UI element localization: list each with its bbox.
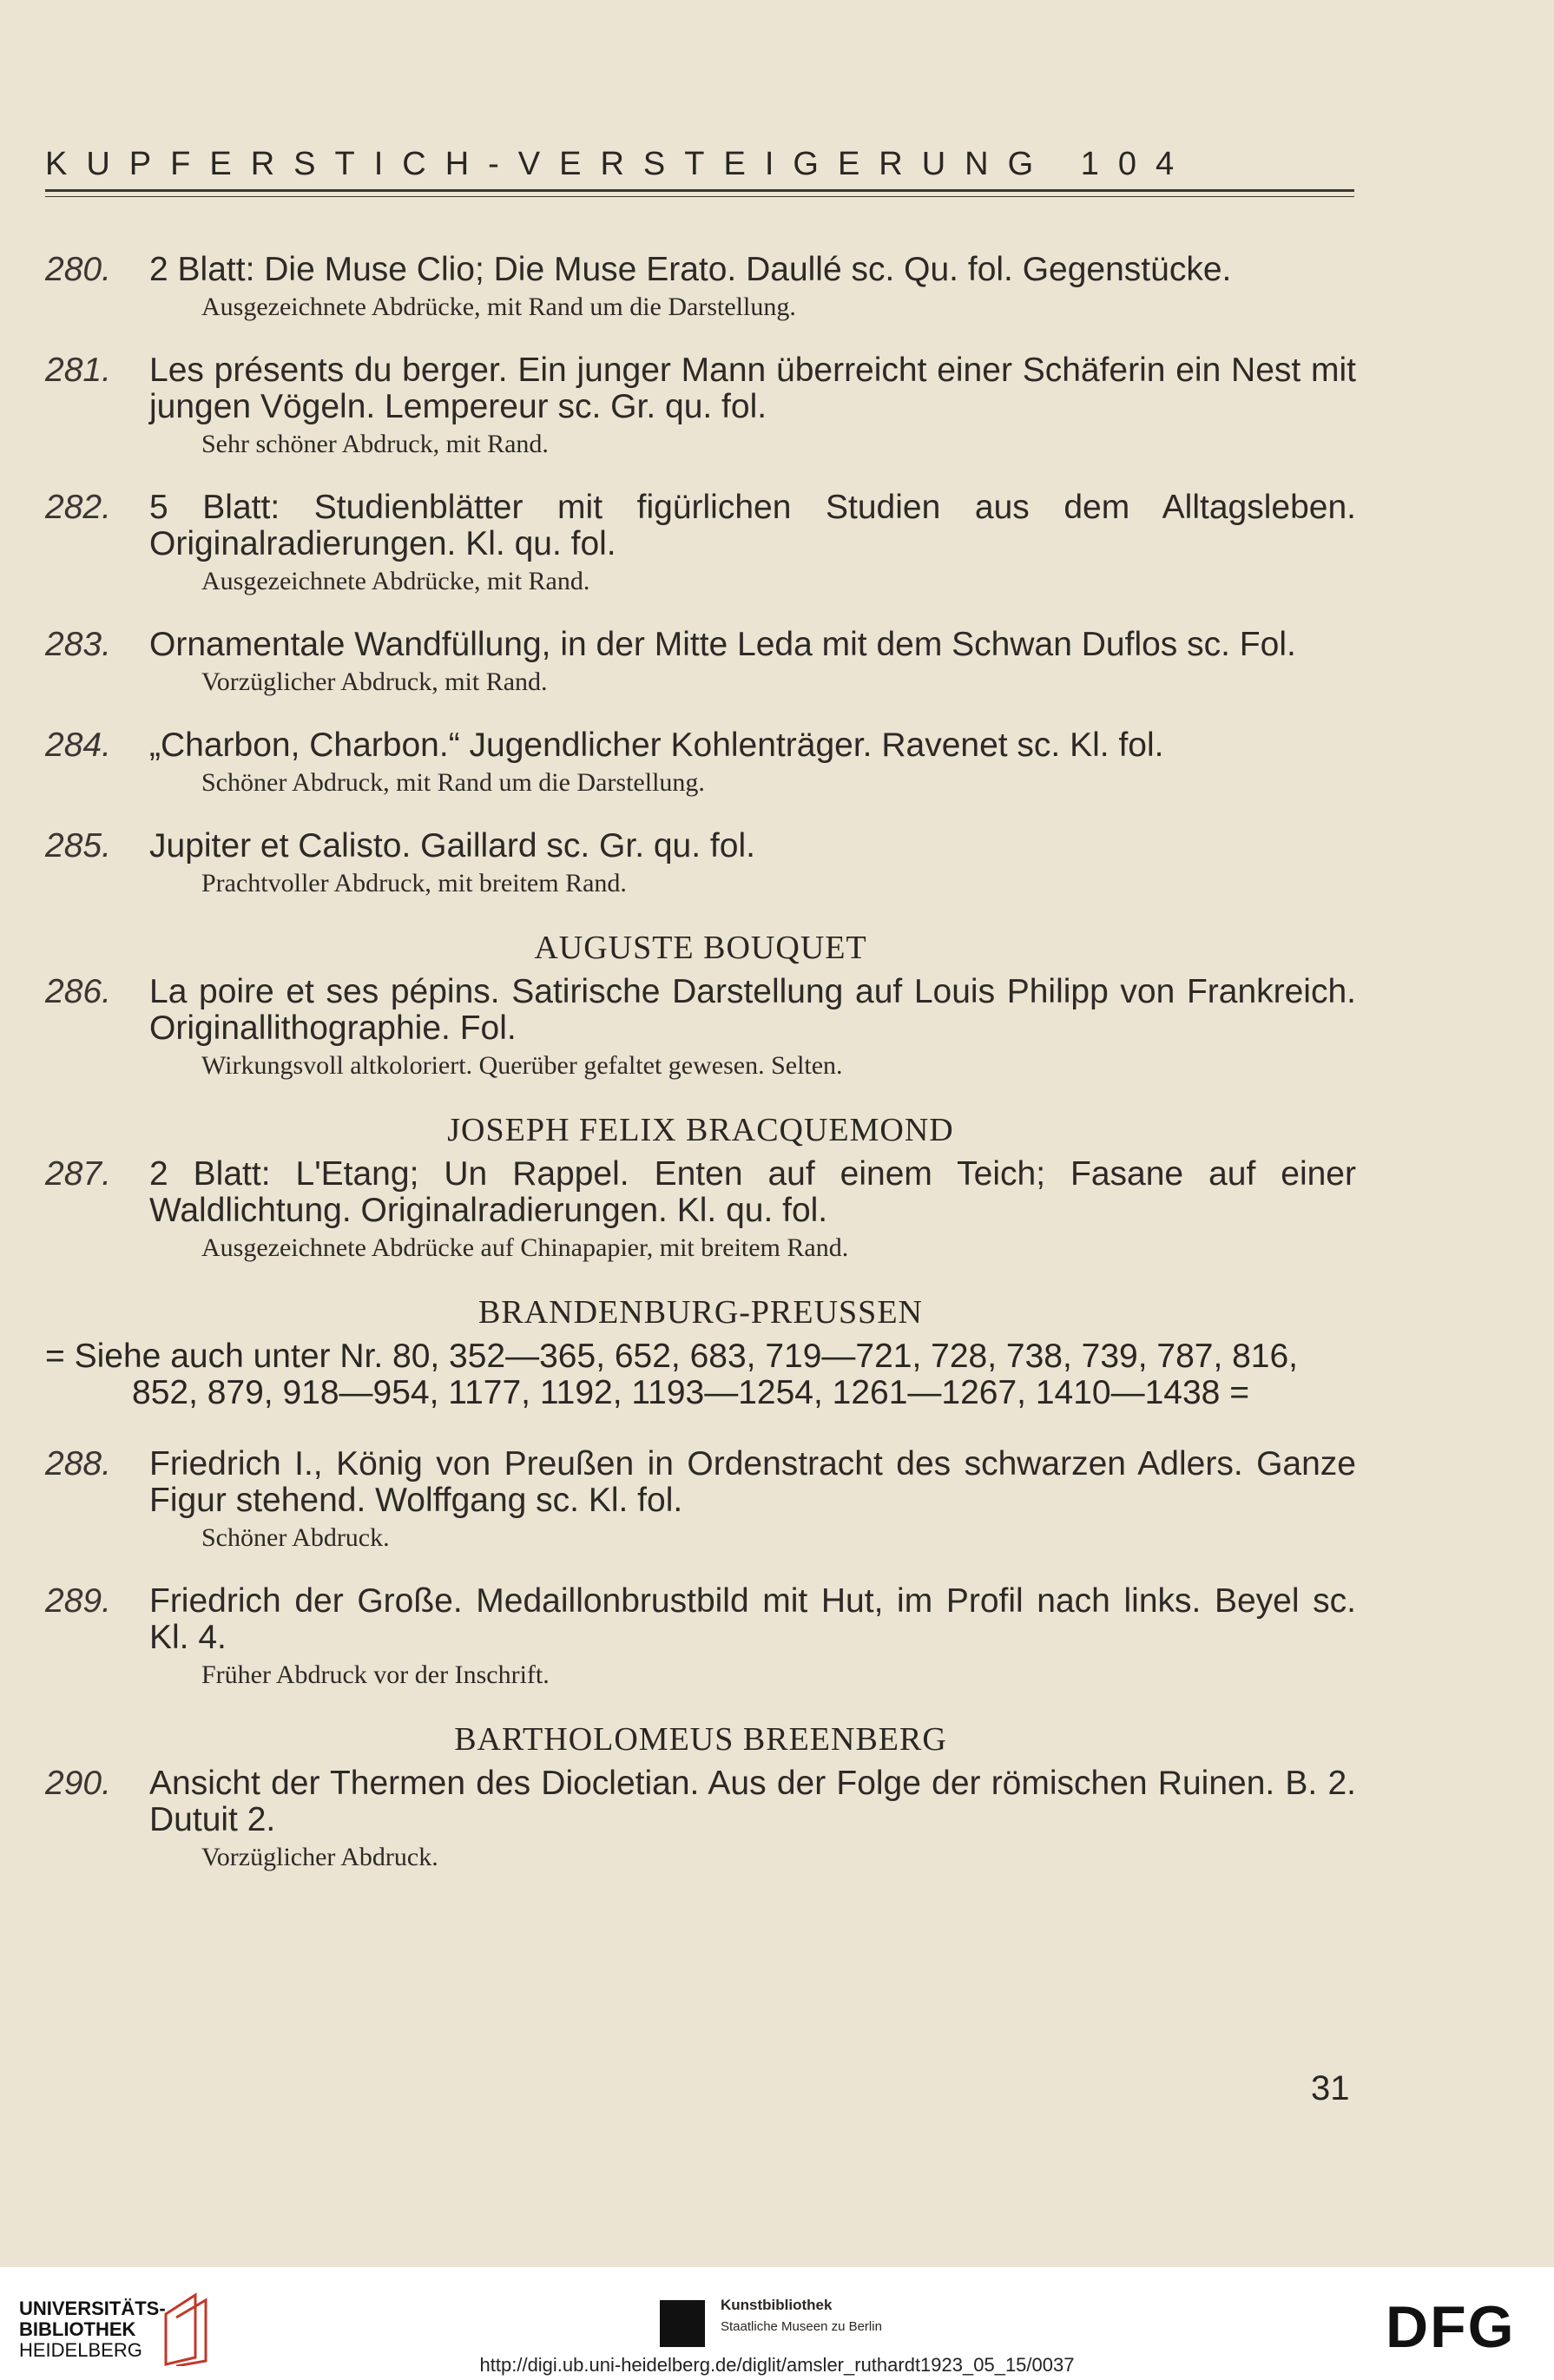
cross-reference-line: 852, 879, 918—954, 1177, 1192, 1193—1254, 1261—1267, 1410—1438 = [132,1374,1249,1411]
artist-heading: JOSEPH FELIX BRACQUEMOND [447,1112,954,1148]
catalog-entry [45,627,1356,698]
entry-number: 282. [45,489,111,526]
entry-number: 287. [45,1155,111,1193]
entry-text: 2 Blatt: L'Etang; Un Rappel. Enten auf einem Teich; Fasane auf einer Waldlichtung. Originalradierungen. Kl. qu. fol. [149,1155,1356,1229]
ub-logo-line: UNIVERSITÄTS- [19,2298,166,2319]
entry-number: 281. [45,352,111,389]
kb-mark-icon [660,2300,705,2347]
catalog-entry [45,1446,1356,1554]
permalink-url[interactable]: http://digi.ub.uni-heidelberg.de/diglit/amsler_ruthardt1923_05_15/0037 [479,2354,1075,2376]
header-rule-thick [45,189,1354,192]
entry-note: Ausgezeichnete Abdrücke, mit Rand. [201,567,590,595]
entry-note: Schöner Abdruck, mit Rand um die Darstellung. [201,768,705,797]
catalog-content [45,252,1356,1903]
artist-heading: BARTHOLOMEUS BREENBERG [454,1721,947,1758]
cross-reference [45,1338,1356,1411]
entry-number: 280. [45,251,111,288]
entry-text: Jupiter et Calisto. Gaillard sc. Gr. qu. fol. [149,827,755,865]
catalog-entry [45,828,1356,899]
entry-number: 290. [45,1765,111,1802]
entry-text: Ornamentale Wandfüllung, in der Mitte Leda mit dem Schwan Duflos sc. Fol. [149,626,1296,663]
ub-logo-line: HEIDELBERG [19,2339,142,2361]
entry-number: 288. [45,1445,111,1483]
cross-reference-line: = Siehe auch unter Nr. 80, 352—365, 652, 683, 719—721, 728, 738, 739, 787, 816, [45,1338,1299,1375]
catalog-entry [45,974,1356,1082]
catalog-entry [45,490,1356,597]
university-library-logo[interactable] [19,2298,166,2361]
entry-number: 283. [45,626,111,663]
entry-number: 284. [45,726,111,764]
entry-number: 286. [45,973,111,1010]
entry-text: 5 Blatt: Studienblätter mit figürlichen Studien aus dem Alltagsleben. Originalradierungen. Kl. qu. fol. [149,489,1356,562]
catalog-entry [45,1156,1356,1264]
entry-text: Ansicht der Thermen des Diocletian. Aus der Folge der römischen Ruinen. B. 2. Dutuit 2. [149,1765,1356,1838]
artist-heading: AUGUSTE BOUQUET [534,930,867,966]
entry-note: Vorzüglicher Abdruck, mit Rand. [201,667,548,696]
entry-note: Wirkungsvoll altkoloriert. Querüber gefaltet gewesen. Selten. [201,1051,843,1080]
catalog-entry [45,727,1356,799]
catalog-entry [45,1765,1356,1873]
entry-text: „Charbon, Charbon.“ Jugendlicher Kohlenträger. Ravenet sc. Kl. fol. [149,726,1164,764]
entry-number: 285. [45,827,111,865]
entry-note: Schöner Abdruck. [201,1523,390,1552]
dfg-logo[interactable]: DFG [1386,2294,1516,2360]
entry-text: 2 Blatt: Die Muse Clio; Die Muse Erato. Daullé sc. Qu. fol. Gegenstücke. [149,251,1232,288]
entry-note: Ausgezeichnete Abdrücke, mit Rand um die Darstellung. [201,293,796,321]
ub-logo-line: BIBLIOTHEK [19,2318,136,2340]
entry-note: Ausgezeichnete Abdrücke auf Chinapapier, mit breitem Rand. [201,1233,849,1262]
page-number: 31 [1311,2069,1350,2107]
entry-note: Prachtvoller Abdruck, mit breitem Rand. [201,869,627,897]
entry-note: Vorzüglicher Abdruck. [201,1843,438,1871]
entry-number: 289. [45,1582,111,1620]
digitization-footer [0,2267,1554,2380]
catalog-entry [45,252,1356,323]
catalog-entry [45,352,1356,460]
entry-note: Sehr schöner Abdruck, mit Rand. [201,430,549,458]
section-heading: BRANDENBURG-PREUSSEN [478,1294,923,1331]
header-rule-thin [45,196,1354,197]
entry-text: La poire et ses pépins. Satirische Darstellung auf Louis Philipp von Frankreich. Originallithographie. Fol. [149,973,1356,1047]
kb-name: Kunstbibliothek [721,2297,833,2313]
kb-subtitle: Staatliche Museen zu Berlin [721,2319,882,2334]
entry-text: Friedrich I., König von Preußen in Ordenstracht des schwarzen Adlers. Ganze Figur stehend. Wolffgang sc. Kl. fol. [149,1445,1356,1519]
running-header: KUPFERSTICH-VERSTEIGERUNG 104 [45,146,1194,182]
entry-text: Les présents du berger. Ein junger Mann überreicht einer Schäferin ein Nest mit jungen Vögeln. Lempereur sc. Gr. qu. fol. [149,352,1356,425]
entry-note: Früher Abdruck vor der Inschrift. [201,1660,550,1689]
catalog-entry [45,1583,1356,1691]
entry-text: Friedrich der Große. Medaillonbrustbild mit Hut, im Profil nach links. Beyel sc. Kl. 4. [149,1582,1356,1656]
